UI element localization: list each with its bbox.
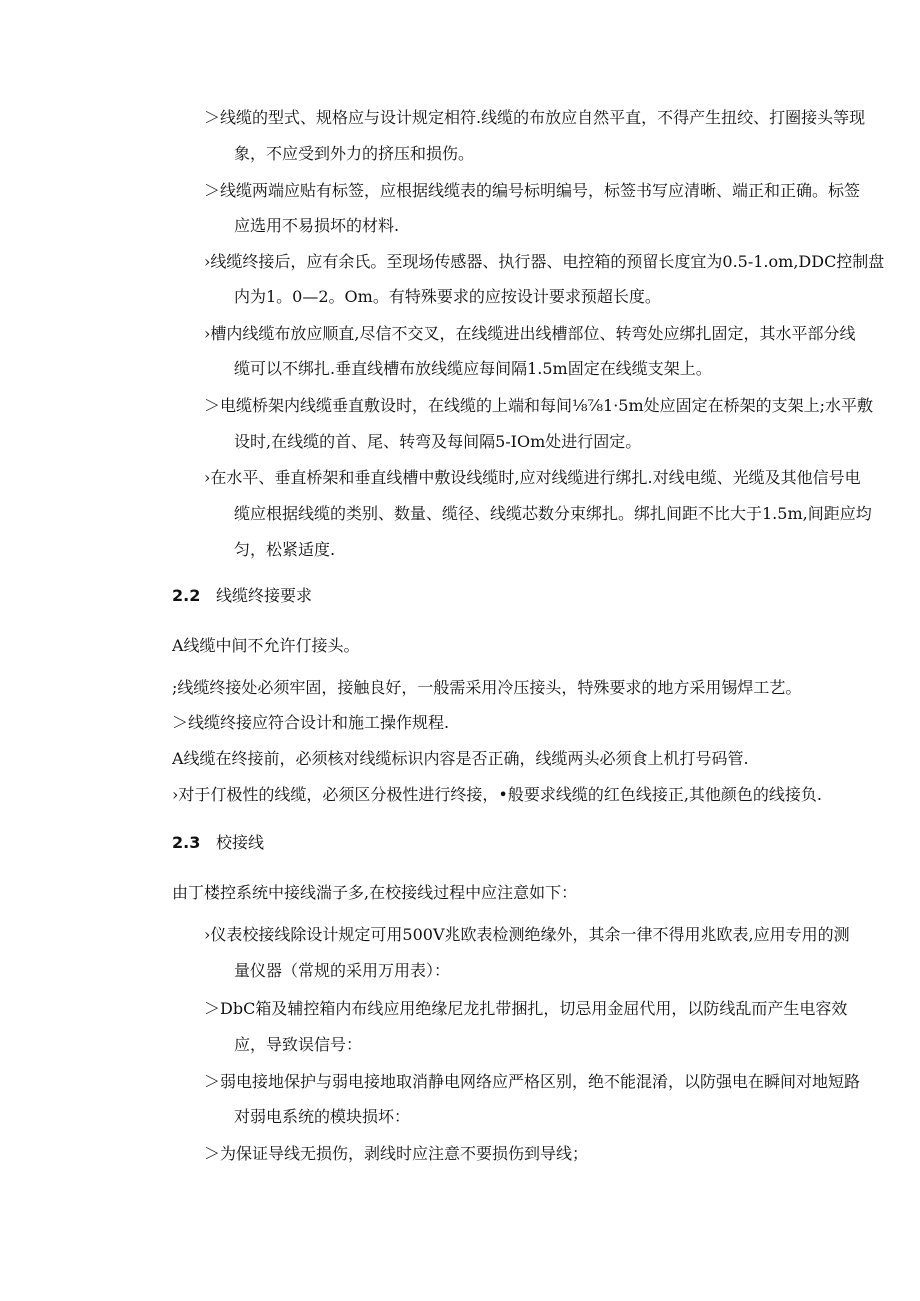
section-2-2-item-1: A线缆中间不允许仃接头。 [172,636,360,655]
section-2-3-item-1-line-2: 量仪器（常规的采用万用表）： [234,961,451,980]
section-2-3-item-4-line-1: ＞为保证导线无损伤，剥线时应注意不要损伤到导线； [204,1144,589,1163]
section-2-2-item-2: ;线缆终接处必须牢固，接触良好，一般需采用冷压接头，特殊要求的地方采用锡焊工艺。 [172,678,802,697]
section-2-3-item-1-line-1: ›仪表校接线除设计规定可用500V兆欧表检测绝缘外，其余一律不得用兆欧表,应用专用的测 [204,925,850,944]
section-number: 2.2 [172,586,201,605]
section-2-3-intro: 由丁楼控系统中接线湍子多,在校接线过程中应注意如下： [172,883,578,902]
section-number: 2.3 [172,833,201,852]
item-3-line-2: 内为1。0—2。Om。有特殊要求的应按设计要求预超长度。 [234,287,661,306]
section-2-2-item-5: ›对于仃极性的线缆，必须区分极性进行终接，•般要求线缆的红色线接正,其他颜色的线接负. [172,785,823,804]
section-title: 校接线 [216,833,265,852]
item-1-line-1: ＞线缆的型式、规格应与设计规定相符.线缆的布放应自然平直，不得产生扭绞、打圈接头等现 [204,108,866,127]
item-6-line-2: 缆应根据线缆的类别、数量、缆径、线缆芯数分束绑扎。绑扎间距不比大于1.5m,间距应均 [234,504,872,523]
section-title: 线缆终接要求 [216,586,313,605]
item-1-line-2: 象，不应受到外力的挤压和损伤。 [234,144,475,163]
item-6-line-1: ›在水平、垂直桥架和垂直线槽中敷设线缆时,应对线缆进行绑扎.对线电缆、光缆及其他信号电 [204,468,861,487]
item-5-line-1: ＞电缆桥架内线缆垂直敷设时，在线缆的上端和每间⅛⅞1·5m处应固定在桥架的支架上;水平敷 [204,396,874,415]
section-2-2-item-3: ＞线缆终接应符合设计和施工操作规程. [172,713,450,732]
item-4-line-2: 缆可以不绑扎.垂直线槽布放线缆应每间隔1.5m固定在线缆支架上。 [234,359,712,378]
section-2-3-item-3-line-1: ＞弱电接地保护与弱电接地取消静电网络应严格区别，绝不能混淆，以防强电在瞬间对地短路 [204,1072,861,1091]
item-2-line-2: 应选用不易损坏的材料. [234,216,400,235]
section-2-3-heading [172,831,264,855]
section-2-3-item-2-line-1: ＞DbC箱及辅控箱内布线应用绝缘尼龙扎带捆扎，切忌用金屈代用，以防线乱而产生电容效 [204,999,848,1018]
section-2-2-item-4: A线缆在终接前，必须核对线缆标识内容是否正确，线缆两头必须食上机打号码管. [172,749,749,768]
section-2-3-item-3-line-2: 对弱电系统的模块损坏： [234,1107,411,1126]
item-5-line-2: 设时,在线缆的首、尾、转弯及每间隔5-IOm处进行固定。 [234,432,642,451]
item-4-line-1: ›槽内线缆布放应顺直,尽信不交叉，在线缆进出线槽部位、转弯处应绑扎固定，其水平部分线 [204,324,856,343]
section-2-3-item-2-line-2: 应，导致误信号： [234,1035,363,1054]
section-2-2-heading [172,584,312,608]
item-2-line-1: ＞线缆两端应贴有标签，应根据线缆表的编号标明编号，标签书写应清晰、端正和正确。标签 [204,181,861,200]
item-6-line-3: 匀，松紧适度. [234,540,336,559]
item-3-line-1: ›线缆终接后，应有余氏。至现场传感器、执行器、电控箱的预留长度宜为0.5-1.om,DDC控制盘 [204,252,885,271]
